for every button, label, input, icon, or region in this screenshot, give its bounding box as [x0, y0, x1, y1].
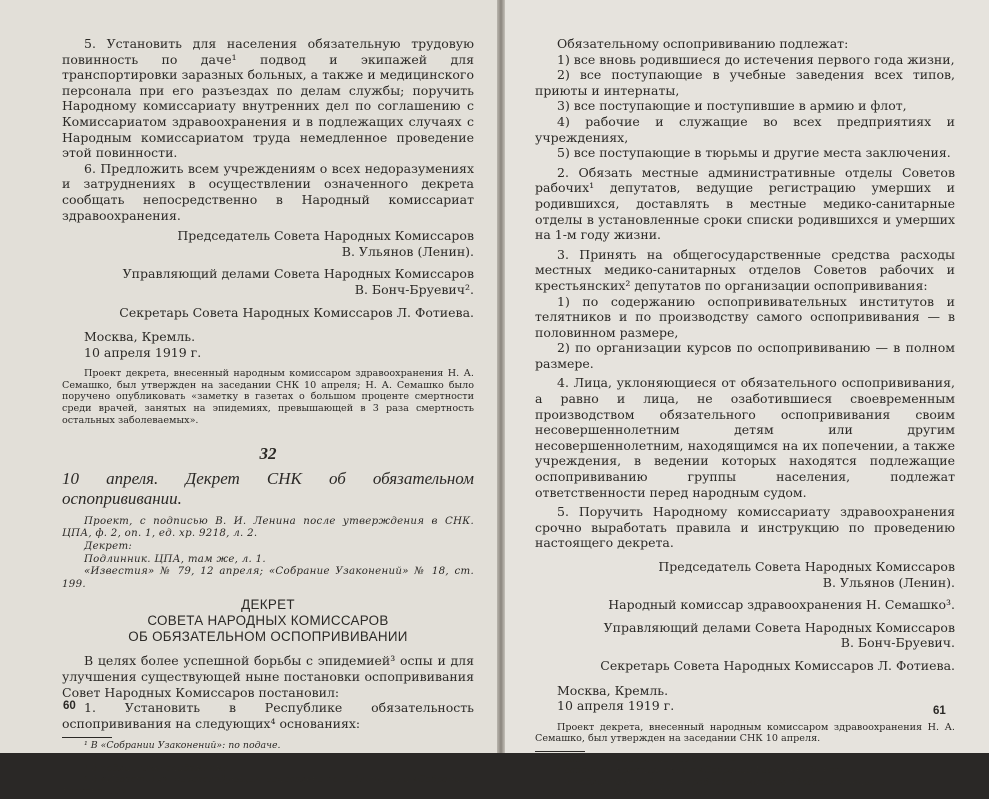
point-3: 3. Принять на общегосударственные средства расходы местных медико-санитарных отделов Советов рабочих и крестьянских² депутатов по организации оспопрививания: — [535, 246, 955, 293]
footnote: ² В подлиннике подпись не заполнена. — [84, 751, 276, 763]
chair-name: В. Ульянов (Ленин). — [341, 243, 474, 259]
manager-title: Управляющий делами Совета Народных Комиссаров — [122, 266, 474, 282]
paragraph-5: 5. Установить для населения обязательную трудовую повинность по даче¹ подвод и экипажей для транспортировки заразных больных, а также и медицинского персонала при его разъездах по делам службы; поручить Народному комиссариату внутренних дел по соглашению с Комиссариатом здравоохранения и в подлежащих случаях с Народным комиссариатом труда немедленное проведение этой повинности. — [62, 36, 474, 161]
document-title: 10 апреля. Декрет СНК об обязательном оспопрививании. — [62, 468, 474, 508]
footnote: ¹ рабочих в «Собрании Узаконений» нет. — [557, 753, 764, 765]
preamble: В целях более успешной борьбы с эпидемией³ оспы и для улучшения существующей ныне постановки оспопрививания Совет Народных Комиссаров постановил: — [62, 653, 474, 700]
point-2: 2. Обязать местные административные отделы Советов рабочих¹ депутатов, ведущие регистрацию умерших и родившихся, доставлять в местные медико-санитарные отделы в установленные сроки списки родившихся и умерших на 1-м году жизни. — [535, 164, 955, 243]
right-page — [505, 0, 989, 799]
decree-heading — [62, 597, 474, 645]
point-3-item: 2) по организации курсов по оспопрививанию — в полном размере. — [535, 340, 955, 371]
source-line: Декрет: — [84, 541, 133, 553]
place: Москва, Кремль. — [84, 329, 196, 345]
document-number: 32 — [259, 444, 277, 464]
date: 10 апреля 1919 г. — [84, 344, 202, 360]
point-4: 4. Лица, уклоняющиеся от обязательного оспопрививания, а равно и лица, не озаботившиеся своевременным производством обязательного оспопрививания своим несовершеннолетним детям или другим несовершеннолетним, находящимся на их попечении, а также учреждения, в ведении которых находятся подлежащие оспопрививанию группы населения, подлежат ответственности перед народным судом. — [535, 375, 955, 500]
footnote: ² рабочих и крестьянских в «Собрании Узаконений» нет. — [557, 765, 847, 777]
footnote-rule — [535, 751, 585, 752]
commissar-signature: Народный комиссар здравоохранения Н. Семашко³. — [608, 597, 955, 613]
manager-name: В. Бонч-Бруевич². — [354, 281, 474, 297]
source-block — [62, 516, 474, 592]
obligation-intro: Обязательному оспопрививанию подлежат: — [557, 36, 849, 51]
source-line: Подлинник. ЦПА, там же, л. 1. — [84, 553, 266, 565]
right-column — [535, 36, 955, 799]
page-number-left: 60 — [63, 700, 76, 712]
chair-name: В. Ульянов (Ленин). — [822, 574, 955, 590]
point-5: 5. Поручить Народному комиссариату здравоохранения срочно выработать правила и инструкцию по проведению настоящего декрета. — [535, 504, 955, 551]
secretary-signature: Секретарь Совета Народных Комиссаров Л. Фотиева. — [119, 304, 474, 320]
page-number-right: 61 — [933, 705, 946, 717]
paragraph-6: 6. Предложить всем учреждениям о всех недоразумениях и затруднениях в осуществлении означенного декрета сообщать непосредственно в Народный комиссариат здравоохранения. — [62, 160, 474, 223]
obligation-item: 5) все поступающие в тюрьмы и другие места заключения. — [557, 145, 951, 161]
point-3-item: 1) по содержанию оспопрививательных институтов и телятников и по производству самого оспопрививания — в половинном размере, — [535, 293, 955, 340]
left-column — [62, 36, 474, 797]
obligation-item: 1) все вновь родившиеся до истечения первого года жизни, — [557, 51, 955, 67]
book-gutter — [497, 0, 505, 753]
footnote: ⁴ В «Известиях»: нижеследующих; исправлено по подлиннику и «Собранию Узаконений». — [62, 774, 469, 797]
obligation-item: 4) рабочие и служащие во всех предприятиях и учреждениях, — [535, 113, 955, 145]
point-1: 1. Установить в Республике обязательность оспопрививания на следующих⁴ основаниях: — [62, 700, 474, 731]
place: Москва, Кремль. — [557, 682, 669, 698]
footnote-rule — [62, 737, 112, 738]
secretary-signature: Секретарь Совета Народных Комиссаров Л. Фотиева. — [600, 657, 955, 673]
editorial-note: Проект декрета, внесенный народным комиссаром здравоохранения Н. А. Семашко, был утвержден на заседании СНК 10 апреля. — [535, 721, 955, 745]
chair-title: Председатель Совета Народных Комиссаров — [658, 559, 955, 574]
obligation-item: 3) все поступающие и поступившие в армию и флот, — [557, 98, 907, 114]
manager-name: В. Бонч-Бруевич. — [840, 635, 955, 651]
footnote: ³ В подлиннике подписи народного комиссара здравоохранения и управляющего делами СНК не заполнены. — [535, 776, 886, 799]
obligation-item: 2) все поступающие в учебные заведения всех типов, приюты и интернаты, — [535, 67, 955, 98]
editorial-note: Проект декрета, внесенный народным комиссаром здравоохранения Н. А. Семашко, был утвержден на заседании СНК 10 апреля; Н. А. Семашко было поручено опубликовать «заметку в газетах о большом проценте смертности среди врачей, занятых на эпидемиях, превышающей в 3 раза смертность остальных заболеваемых». — [62, 368, 474, 426]
manager-title: Управляющий делами Совета Народных Комиссаров — [603, 619, 955, 635]
heading-line: ДЕКРЕТ — [241, 597, 295, 613]
footnote: ¹ В «Собрании Узаконений»: по подаче. — [84, 740, 281, 752]
heading-line: ОБ ОБЯЗАТЕЛЬНОМ ОСПОПРИВИВАНИИ — [128, 629, 408, 645]
footnote: ³ В подлиннике: эпидемиями. — [84, 762, 232, 774]
source-line: «Известия» № 79, 12 апреля; «Собрание Узаконений» № 18, ст. 199. — [62, 566, 474, 590]
date: 10 апреля 1919 г. — [557, 698, 675, 714]
chair-title: Председатель Совета Народных Комиссаров — [177, 228, 474, 244]
heading-line: СОВЕТА НАРОДНЫХ КОМИССАРОВ — [147, 613, 389, 629]
source-line: Проект, с подписью В. И. Ленина после утверждения в СНК. ЦПА, ф. 2, оп. 1, ед. хр. 9218, л. 2. — [62, 515, 474, 540]
